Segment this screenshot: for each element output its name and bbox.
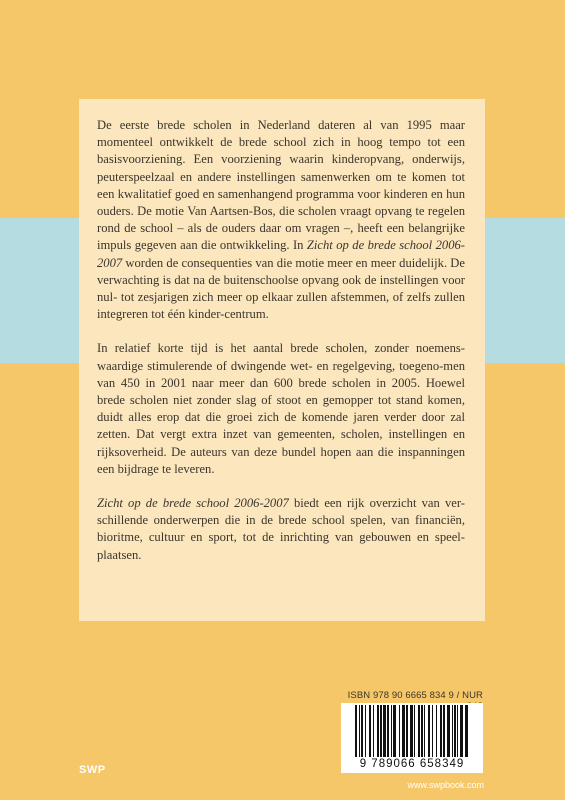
blurb-paragraph-2: In relatief korte tijd is het aantal brede scholen, zonder noemens-waardige stimulerende of dwingende wet- en regelgeving, toegeno-men van 450 in 2001 naar meer dan 600 brede scholen in 2005. Hoewel brede scholen niet zonder slag of stoot en gemopper tot stand komen, duidt alles erop dat die groei zich de komende jaren verder door zal zetten. Dat vergt extra inzet van gemeenten, scholen, instellingen en rijksoverheid. De auteurs van deze bundel hopen aan die inspanningen een bijdrage te leveren. [97, 341, 465, 476]
blurb-paragraph-1: De eerste brede scholen in Nederland dateren al van 1995 maar momenteel ontwikkelt de brede school zich in hoog tempo tot een basisvoorziening. Een voorziening waarin kinderopvang, onderwijs, peuterspeelzaal en andere instellingen samenwerken om te komen tot een kwalitatief goed en samenhangend programma voor kinderen en hun ouders. De motie Van Aartsen-Bos, die scholen vraagt opvang te regelen rond de school – als de ouders daar om vragen –, heeft een belangrijke impuls gegeven aan die ontwikkeling. In Zicht op de brede school 2006-2007 worden de consequenties van die motie meer en meer duidelijk. De verwachting is dat na de buitenschoolse opvang ook de instellingen voor nul- tot zesjarigen zich meer op elkaar zullen afstemmen, of zelfs zullen integreren tot één kinder-centrum. [97, 118, 465, 322]
barcode [341, 703, 483, 773]
barcode-number: 9 789066 658349 [359, 758, 465, 770]
blurb-panel [79, 99, 485, 621]
blurb-paragraph-3: Zicht op de brede school 2006-2007 biedt een rijk overzicht van ver-schillende onderwerpen die in de brede school spelen, van financiën, bioritme, cultuur en sport, tot de inrichting van gebouwen en speel-plaatsen. [97, 496, 465, 562]
barcode-bars-icon [355, 705, 469, 757]
publisher-website: www.swpbook.com [407, 780, 484, 790]
isbn-nur-label: ISBN 978 90 6665 834 9 / NUR [347, 690, 483, 701]
publisher-logo: SWP [79, 764, 106, 776]
